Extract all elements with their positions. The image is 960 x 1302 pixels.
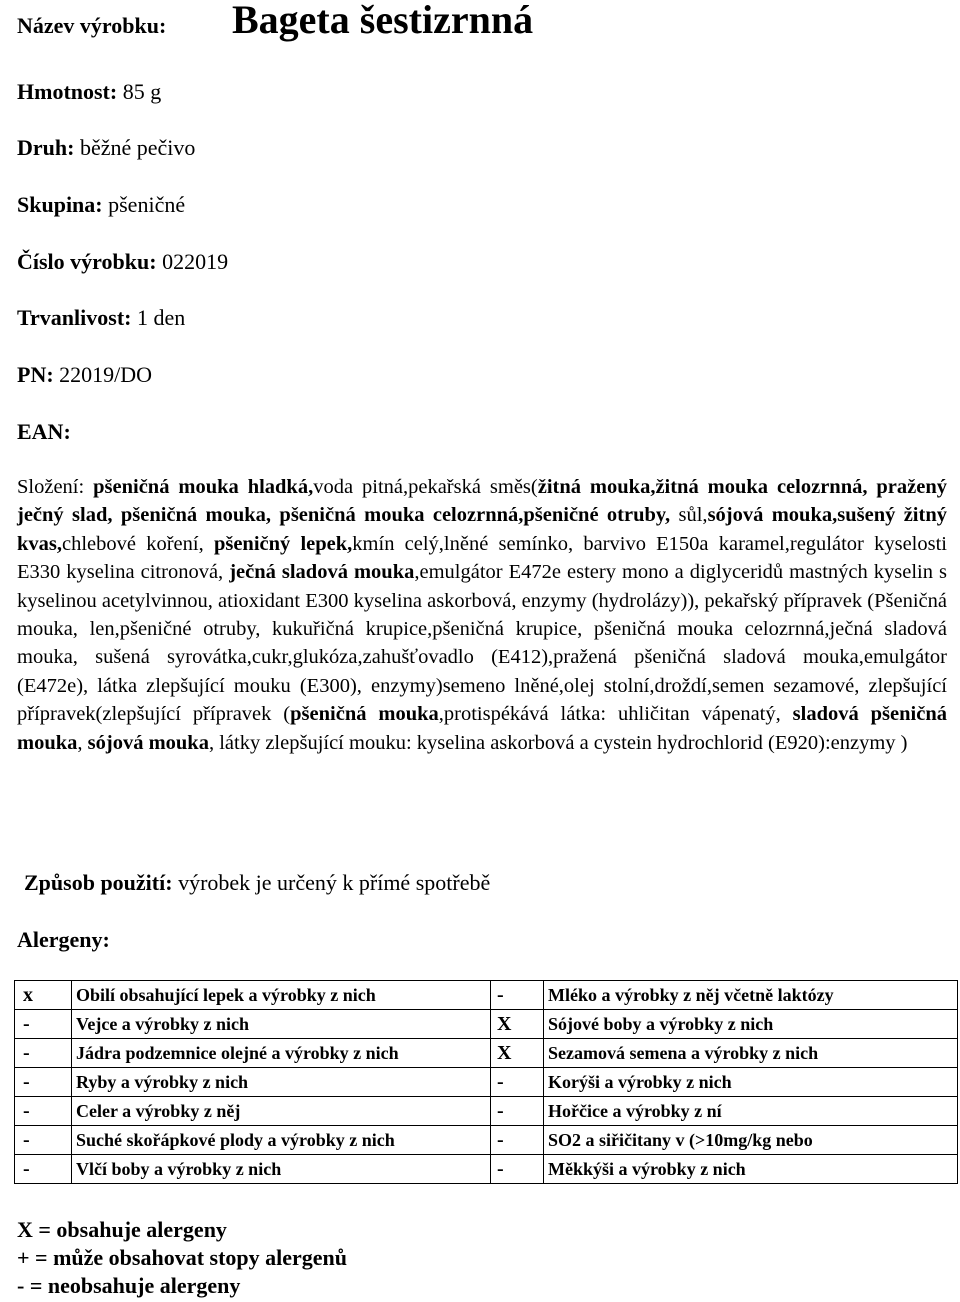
allergen-name: Suché skořápkové plody a výrobky z nich [72,1126,491,1155]
table-row [15,1010,958,1039]
allergen-mark: - [491,1068,544,1097]
allergen-mark: x [15,981,72,1010]
table-row [15,981,958,1010]
composition-segment: žitná mouka,žitná mouka celozrnná, pražený ječný slad, pšeničná mouka, pšeničná mouka celozrnná,pšeničné otruby, [17,476,948,527]
composition-segment: pšeničný lepek, [213,532,353,555]
field-label: Hmotnost: [17,79,118,104]
product-name-label: Název výrobku: [17,13,167,38]
composition-segment: , [77,731,88,754]
allergen-name: Jádra podzemnice olejné a výrobky z nich [72,1039,491,1068]
legend-contains: X = obsahuje alergeny [17,1217,227,1242]
usage-line [24,870,490,896]
field-value: pšeničné [108,192,186,217]
allergen-mark: - [15,1126,72,1155]
allergen-name: Vejce a výrobky z nich [72,1010,491,1039]
composition-segment: pšeničná mouka [290,703,439,726]
allergen-name: Měkkýši a výrobky z nich [544,1155,958,1184]
composition-segment: , látky zlepšující mouku: kyselina askorbová a cystein hydrochlorid (E920):enzymy ) [208,731,908,754]
allergens-title: Alergeny: [17,927,110,952]
allergen-name: Hořčice a výrobky z ní [544,1097,958,1126]
allergen-mark: - [15,1039,72,1068]
composition-segment: sójová mouka [87,731,209,754]
table-row [15,1068,958,1097]
allergen-name: Sójové boby a výrobky z nich [544,1010,958,1039]
allergen-name: Celer a výrobky z něj [72,1097,491,1126]
field-value: 85 g [122,79,162,104]
legend-may-contain: + = může obsahovat stopy alergenů [17,1245,348,1270]
field-value: 022019 [162,249,229,274]
allergen-name: Ryby a výrobky z nich [72,1068,491,1097]
table-row [15,1039,958,1068]
field-label: Skupina: [17,192,103,217]
allergen-mark: - [491,981,544,1010]
field-shelf-life [17,305,185,331]
allergen-mark: - [15,1155,72,1184]
composition-segment: sójová mouka,sušený žitný kvas, [17,504,947,555]
field-label: Číslo výrobku: [17,249,157,274]
field-product-number [17,249,228,275]
allergen-name: Obilí obsahující lepek a výrobky z nich [72,981,491,1010]
allergen-mark: - [15,1097,72,1126]
allergen-name: SO2 a siřičitany v (>10mg/kg nebo [544,1126,958,1155]
allergen-mark: X [491,1039,544,1068]
field-label: PN: [17,362,54,387]
field-label: Trvanlivost: [17,305,132,330]
composition-segment: kmín celý,lněné semínko, barvivo E150a karamel,regulátor kyselosti E330 kyselina citronová, [17,532,947,584]
field-group [17,192,185,218]
allergen-name: Vlčí boby a výrobky z nich [72,1155,491,1184]
table-row [15,1126,958,1155]
field-value: běžné pečivo [79,135,196,160]
composition-segment: ,protispékává látka: uhličitan vápenatý, [438,703,793,726]
allergen-mark: - [15,1068,72,1097]
allergen-mark: - [15,1010,72,1039]
composition-segment: ječná sladová mouka [229,561,415,584]
composition-segment: voda pitná,pekařská směs( [313,476,538,498]
field-ean [17,419,71,445]
allergen-mark: X [491,1010,544,1039]
usage-label: Způsob použití: [24,870,173,895]
composition-segment: sůl, [670,504,708,527]
field-value: 22019/DO [59,362,153,387]
product-title: Bageta šestizrnná [232,0,534,42]
allergen-mark: - [491,1097,544,1126]
allergen-name: Sezamová semena a výrobky z nich [544,1039,958,1068]
field-value: 1 den [136,305,186,330]
composition-label: Složení: [17,476,85,498]
usage-value: výrobek je určený k přímé spotřebě [172,870,491,895]
composition-segment: chlebové koření, [62,532,214,555]
allergen-name: Mléko a výrobky z něj včetně laktózy [544,981,958,1010]
field-label: Druh: [17,135,75,160]
allergen-name: Korýši a výrobky z nich [544,1068,958,1097]
field-type [17,135,195,161]
field-label: EAN: [17,419,71,444]
table-row [15,1155,958,1184]
composition-segment: sladová pšeničná mouka [17,703,947,754]
allergen-mark: - [491,1155,544,1184]
allergen-mark: - [491,1126,544,1155]
field-pn [17,362,152,388]
table-row [15,1097,958,1126]
legend-not-contains: - = neobsahuje alergeny [17,1273,241,1298]
field-weight [17,79,161,105]
composition-text [17,473,947,757]
allergens-table [14,980,958,1184]
composition-segment: pšeničná mouka hladká, [93,476,314,498]
composition-segment: ,emulgátor E472e estery mono a diglyceridů mastných kyselin s kyselinou acetylvinnou, atioxidant E300 kyselina askorbová, enzymy (hydrolázy)), pekařský přípravek (Pšeničná mouka, len,pšeničné otruby, kukuřičná krupice,pšeničná krupice, pšeničná mouka celozrnná,ječná sladová mouka, sušená syrovátka,cukr,glukóza,zahušťovadlo (E412),pražená pšeničná sladová mouka,emulgátor (E472e), látka zlepšující mouku (E300), enzymy)semeno lněné,olej stolní,droždí,semen sezamové, zlepšující přípravek(zlepšující přípravek ( [17,561,947,726]
